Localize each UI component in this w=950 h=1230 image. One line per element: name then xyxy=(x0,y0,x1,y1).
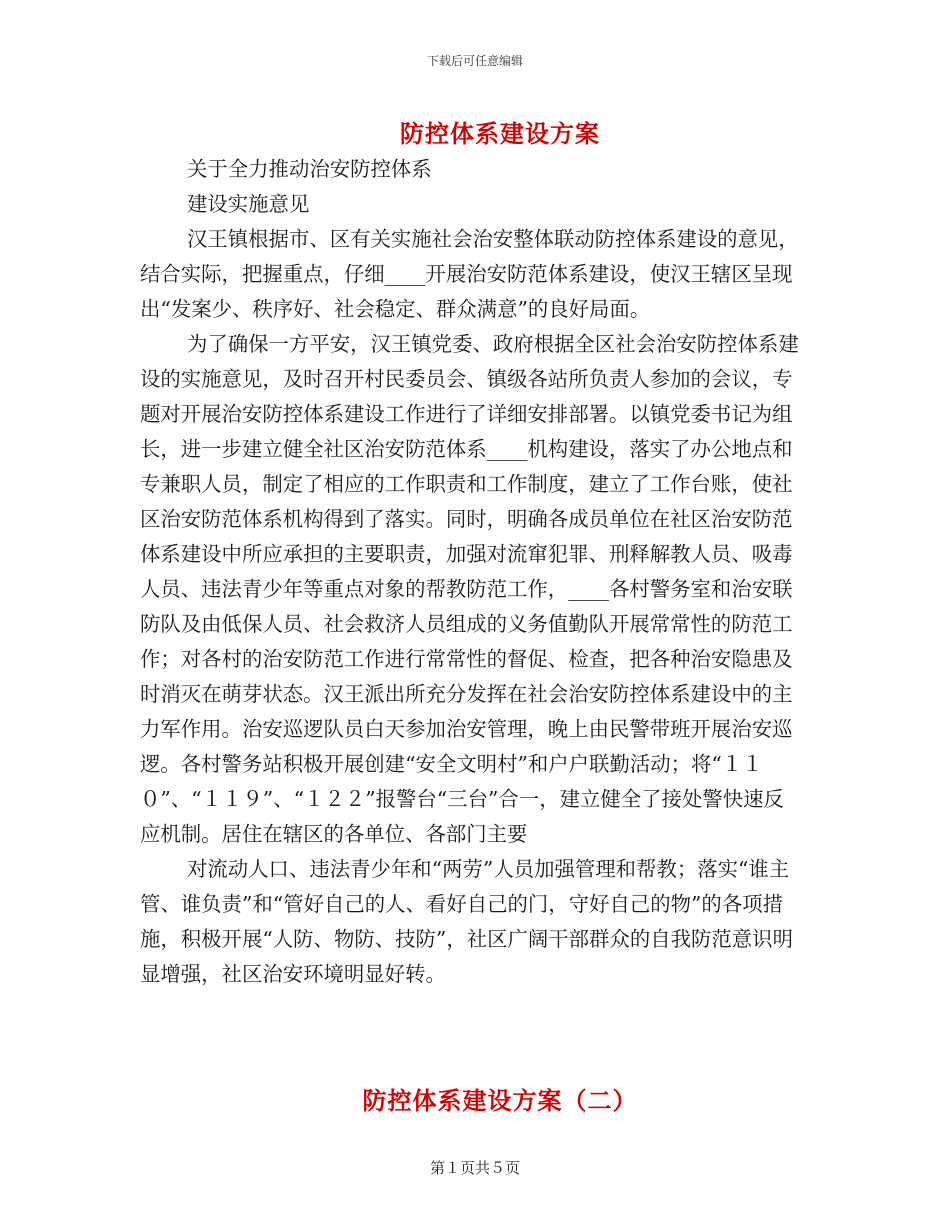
subheading-line-2: 建设实施意见 xyxy=(187,192,310,216)
document-title: 防控体系建设方案 xyxy=(400,119,600,148)
paragraph-3: 对流动人口、违法青少年和“两劳”人员加强管理和帮教；落实“谁主管、谁负责”和“管好自己的人、看好自己的门，守好自己的物”的各项措施，积极开展“人防、物防、技防”，社区广阔干部群众的自我防范意识明显增强，社区治安环境明显好转。 xyxy=(140,857,793,986)
subheading-line-1: 关于全力推动治安防控体系 xyxy=(187,157,432,181)
paragraph-2: 为了确保一方平安，汉王镇党委、政府根据全区社会治安防控体系建设的实施意见，及时召开村民委员会、镇级各站所负责人参加的会议，专题对开展治安防控体系建设工作进行了详细安排部署。以镇党委书记为组长，进一步建立健全社区治安防范体系____机构建设，落实了办公地点和专兼职人员，制定了相应的工作职责和工作制度，建立了工作台账，使社区治安防范体系机构得到了落实。同时，明确各成员单位在社区治安防范体系建设中所应承担的主要职责，加强对流窜犯罪、刑释解教人员、吸毒人员、违法青少年等重点对象的帮教防范工作，____各村警务室和治安联防队及由低保人员、社会救济人员组成的义务值勤队开展常常性的防范工作；对各村的治安防范工作进行常常性的督促、检查，把各种治安隐患及时消灭在萌芽状态。汉王派出所充分发挥在社会治安防控体系建设中的主力军作用。治安巡逻队员白天参加治安管理，晚上由民警带班开展治安巡逻。各村警务站积极开展创建“安全文明村”和户户联勤活动；将“１１０”、“１１９”、“１２２”报警台“三台”合一，建立健全了接处警快速反应机制。居住在辖区的各单位、各部门主要 xyxy=(140,332,799,846)
document-body xyxy=(140,152,800,992)
paragraph-1: 汉王镇根据市、区有关实施社会治安整体联动防控体系建设的意见，结合实际，把握重点，仔细____开展治安防范体系建设，使汉王辖区呈现出“发案少、秩序好、社会稳定、群众满意”的良好局面。 xyxy=(140,227,799,321)
header-note: 下载后可任意编辑 xyxy=(426,54,523,68)
section-title-2: 防控体系建设方案（二） xyxy=(362,1086,638,1115)
page-footer: 第１页共５页 xyxy=(429,1159,520,1177)
